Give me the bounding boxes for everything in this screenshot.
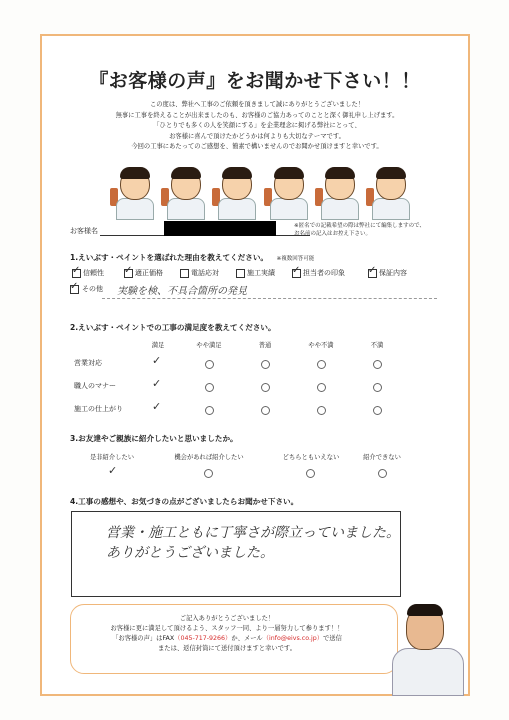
radio-circle[interactable] [205,406,214,415]
checkbox[interactable] [72,264,81,278]
page-title: 『お客様の声』をお聞かせ下さい！！ [89,70,421,92]
check-mark-icon[interactable]: ✓ [152,377,162,390]
q4-heading: 4.工事の感想や、お気づきの点がございましたらお聞かせ下さい。 [70,497,299,506]
privacy-note-line: お名前の記入はお控え下さい。 [294,231,372,237]
q1-other [70,280,103,294]
check-icon: ✓ [292,264,301,276]
check-icon: ✓ [70,280,79,292]
staff-avatar [214,164,258,218]
intro-line: この度は、弊社へ工事のご依頼を頂きまして誠にありがとうございました！ [149,101,365,108]
q2-row-label: 職人のマナー [74,382,116,390]
q1-option-price[interactable] [124,264,163,278]
survey-sheet [40,34,470,696]
checkbox[interactable] [236,269,245,278]
comment-line: ありがとうございました。 [106,545,274,561]
staff-avatar [112,164,156,218]
q1-option-warranty[interactable] [368,264,407,278]
comment-line: 営業・施工ともに丁寧さが際立っていました。 [106,525,400,541]
privacy-note-line: ※匿名での記載希望の際は弊社にて編集しますので、 [294,223,426,229]
staff-avatar [163,164,207,218]
fax-number[interactable]: （045-717-9266） [174,635,232,642]
contact-text: 「お客様の声」はFAX [112,635,175,642]
q3-option-label: 是非紹介したい [89,454,135,461]
option-label: 担当者の印象 [303,269,345,277]
radio-circle[interactable] [317,383,326,392]
scale-label: やや満足 [196,342,222,349]
radio-circle[interactable] [373,406,382,415]
option-label: 電話応対 [191,269,219,277]
check-mark-icon[interactable]: ✓ [108,464,118,477]
scale-label: やや不満 [308,342,334,349]
radio-circle[interactable] [373,360,382,369]
staff-avatar [317,164,361,218]
customer-name-field [70,226,98,236]
scale-label: 満足 [151,342,165,349]
radio-circle[interactable] [261,383,270,392]
staff-photo [388,602,468,694]
intro-line: 無事に工事を終えることが出来ましたのも、お客様のご協力あってのことと深く御礼申し上げます。 [115,111,399,119]
staff-avatar [368,164,412,218]
radio-circle[interactable] [317,406,326,415]
radio-circle[interactable] [205,383,214,392]
thanks-message [62,614,392,654]
radio-circle[interactable] [306,469,315,478]
q2-row-label: 施工の仕上がり [74,405,123,413]
divider [102,298,437,299]
q1-heading [70,252,314,263]
intro-line: お客様に喜んで頂けたかどうかは何よりも大切なテーマです。 [169,132,345,140]
customer-name-label: お客様名 [70,227,98,235]
check-icon: ✓ [368,264,377,276]
thanks-line: お客様に更に満足して頂けるよう、スタッフ一同、より一層努力して参ります！！ [110,625,344,632]
check-icon: ✓ [124,264,133,276]
radio-circle[interactable] [317,360,326,369]
q2-heading: 2.えいぶす・ペイントでの工事の満足度を教えてください。 [70,323,276,332]
check-mark-icon[interactable]: ✓ [152,400,162,413]
radio-circle[interactable] [373,383,382,392]
q1-option-staff[interactable] [292,264,345,278]
radio-circle[interactable] [378,469,387,478]
redacted-name [164,221,276,236]
option-label: 保証内容 [379,269,407,277]
staff-illustrations [112,164,412,218]
email-address[interactable]: （info@eivs.co.jp） [262,635,323,642]
radio-circle[interactable] [204,469,213,478]
q3-option-label: 紹介できない [363,454,401,461]
q3-option-label: どちらともいえない [282,454,340,461]
q1-option-trust[interactable] [72,264,104,278]
scale-label: 不満 [370,342,384,349]
checkbox[interactable] [180,269,189,278]
radio-circle[interactable] [261,360,270,369]
intro-line: 「ひとりでも多くの人を笑顔にする」を企業理念に掲げる弊社にとって、 [153,122,361,129]
contact-line [62,634,392,644]
checkbox[interactable] [292,264,301,278]
thanks-line: または、返信封筒にて送付頂けますと幸いです。 [157,645,297,652]
check-mark-icon[interactable]: ✓ [152,354,162,367]
privacy-note [294,222,425,238]
checkbox[interactable] [124,264,133,278]
q3-heading: 3.お友達やご親族に紹介したいと思いましたか。 [70,434,238,443]
option-label: 信頼性 [83,269,104,277]
q1-option-record[interactable] [236,268,275,278]
checkbox[interactable] [70,280,79,294]
radio-circle[interactable] [261,406,270,415]
staff-avatar [266,164,310,218]
q3-option-label: 機会があれば紹介したい [174,454,244,461]
option-label: 施工実績 [247,269,275,277]
contact-text: で送信 [323,635,342,642]
intro-text [70,100,444,153]
q1-other-value[interactable]: 実験を検、不具合箇所の発見 [117,286,247,297]
intro-line: 今回の工事にあたってのご感想を、簡素で構いませんのでお聞かせ頂けますと幸いです。 [131,143,383,150]
q1-heading-text: 1.えいぶす・ペイントを選ばれた理由を教えてください。 [70,253,269,262]
contact-text: か、メール [231,635,263,642]
q1-option-phone[interactable] [180,268,219,278]
thanks-line: ご記入ありがとうございました！ [179,615,275,622]
option-label: 適正価格 [135,269,163,277]
q2-row-label: 営業対応 [74,359,102,367]
check-icon: ✓ [72,264,81,276]
q1-multi-note: ※複数回答可能 [276,256,315,262]
other-label: その他 [82,285,103,293]
radio-circle[interactable] [205,360,214,369]
checkbox[interactable] [368,264,377,278]
scale-label: 普通 [258,342,272,349]
